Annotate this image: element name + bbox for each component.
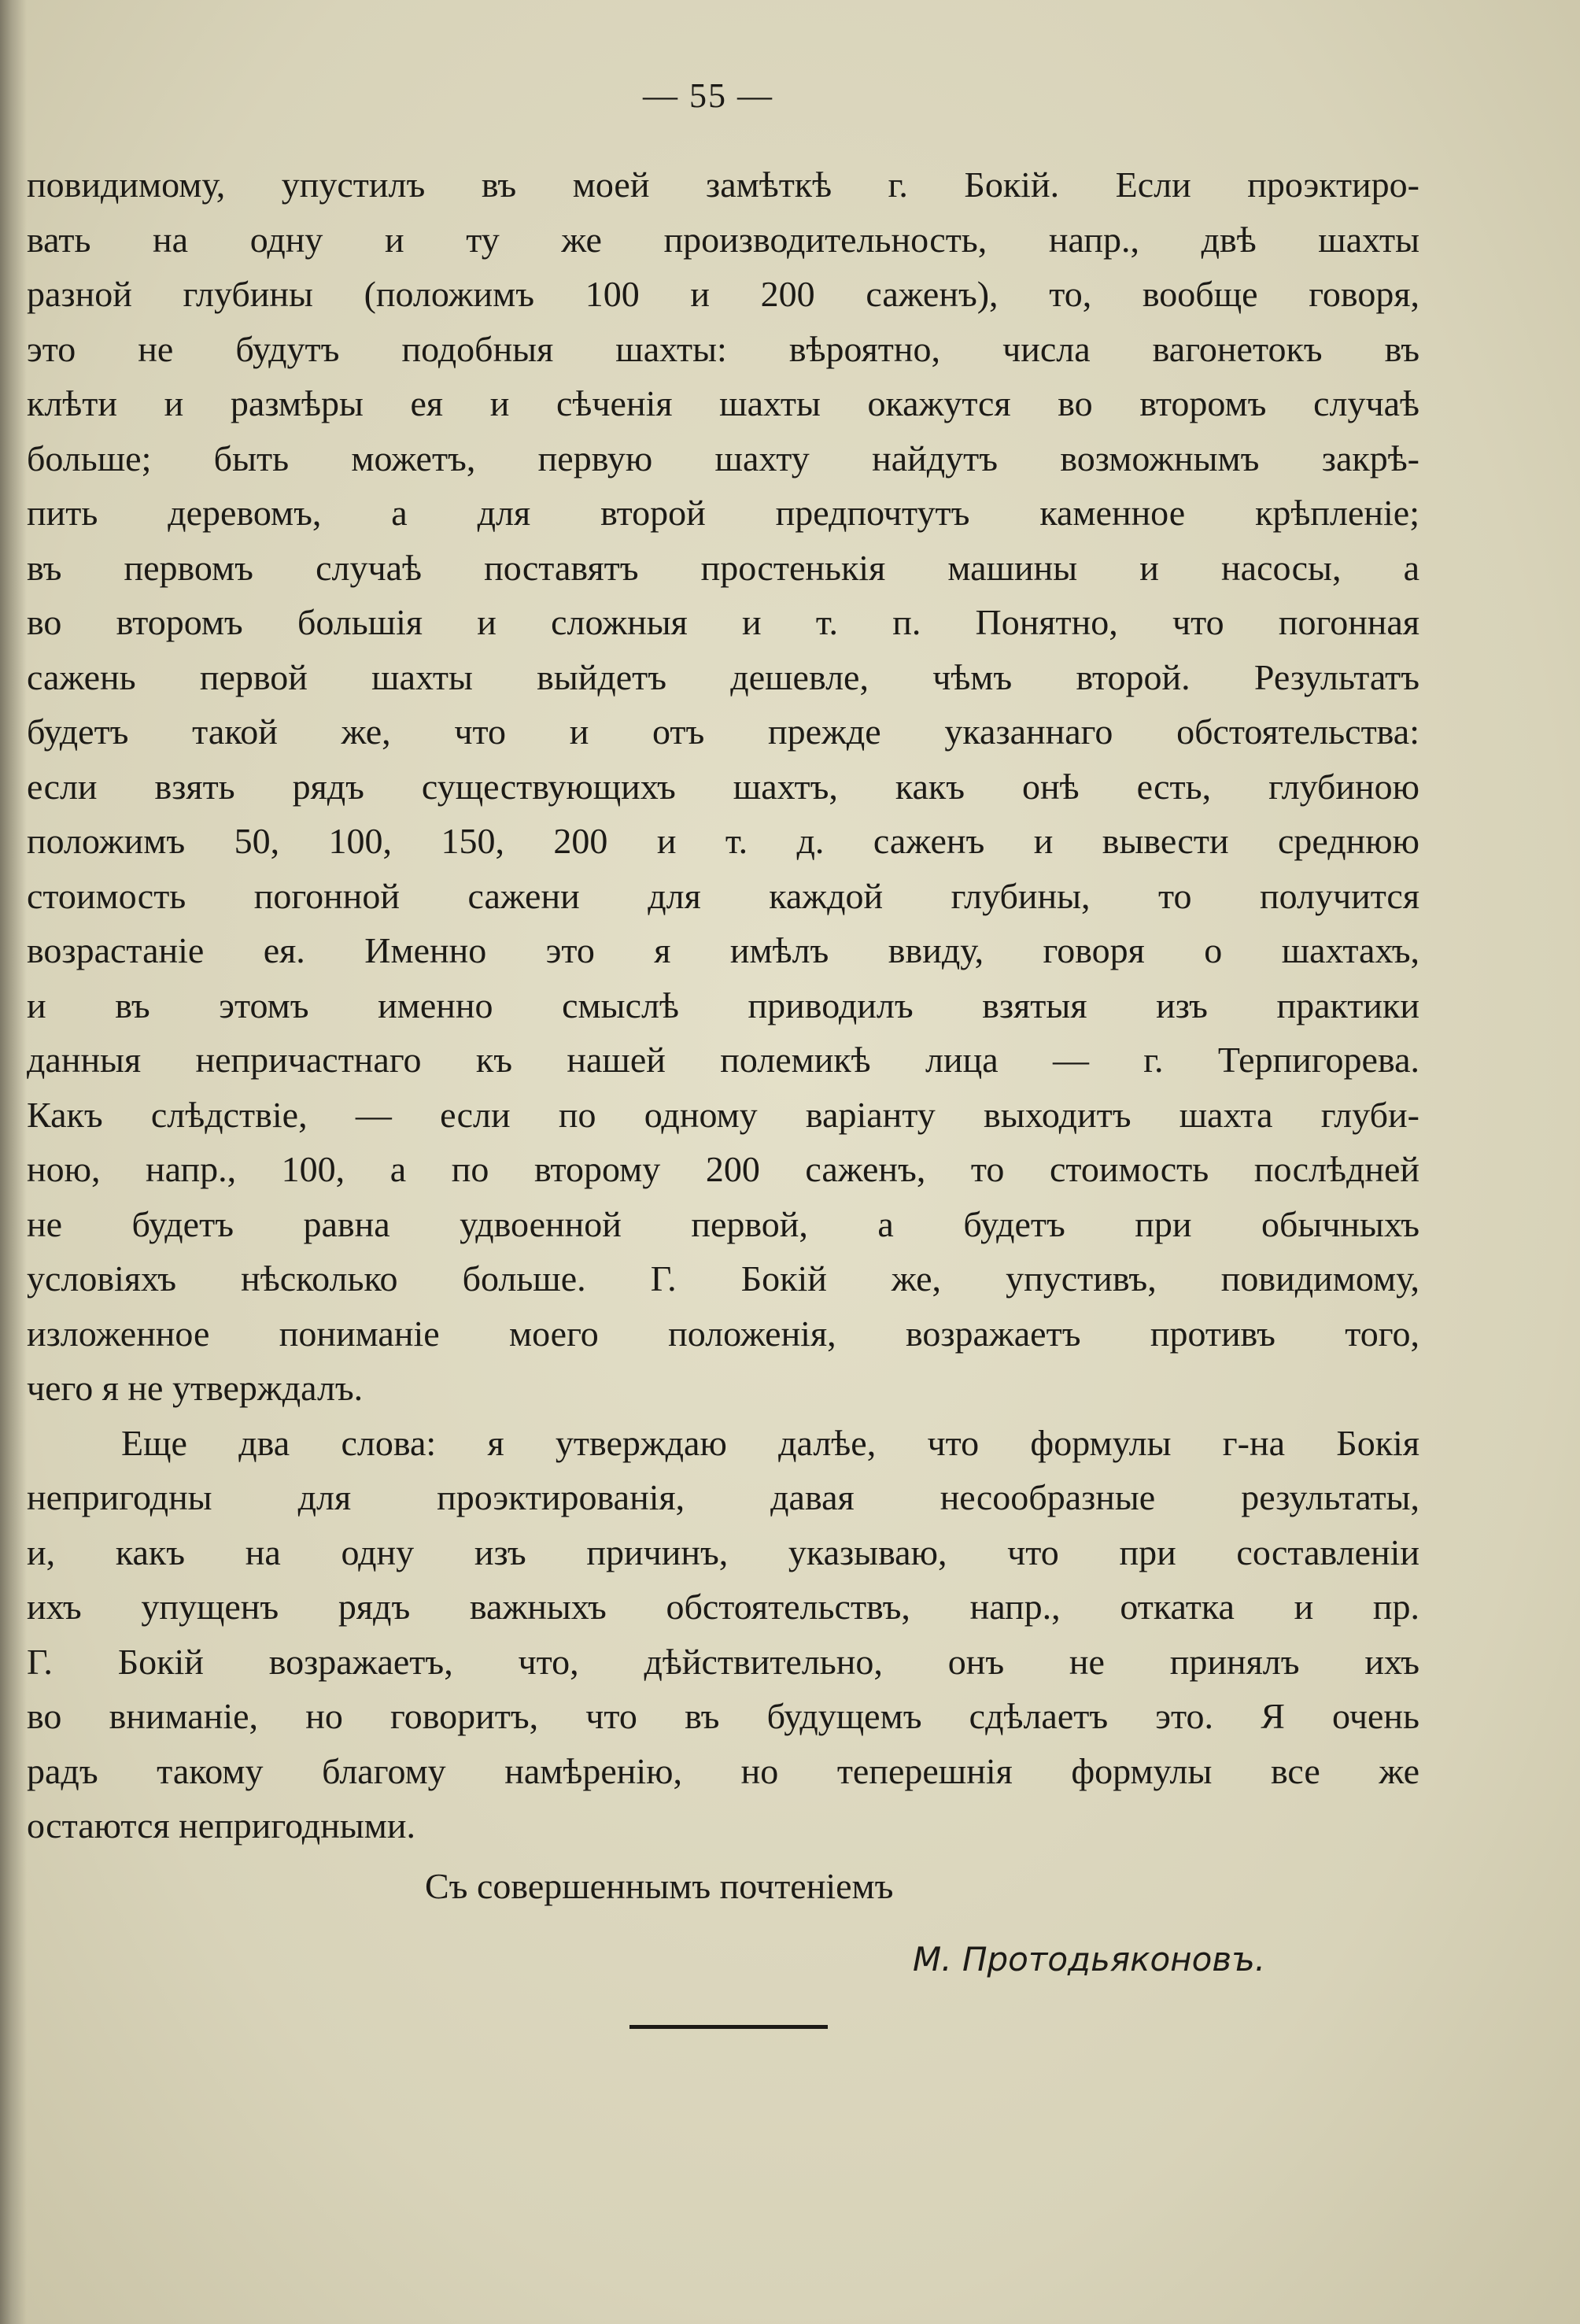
text-line: больше; быть можетъ, первую шахту найдутъ возможнымъ закрѣ-: [27, 438, 1419, 478]
text-line: радъ такому благому намѣренію, но теперешнія формулы все же: [27, 1750, 1419, 1791]
text-line: это не будутъ подобныя шахты: вѣроятно, числа вагонетокъ въ: [27, 328, 1419, 369]
text-line: и въ этомъ именно смыслѣ приводилъ взятыя изъ практики: [27, 985, 1419, 1025]
text-line: ною, напр., 100, а по второму 200 саженъ, то стоимость послѣдней: [27, 1149, 1419, 1189]
text-line: данныя непричастнаго къ нашей полемикѣ лица — г. Терпигорева.: [27, 1040, 1419, 1080]
end-rule-divider: [629, 2025, 828, 2029]
text-line: разной глубины (положимъ 100 и 200 саженъ), то, вообще говоря,: [27, 274, 1419, 314]
text-line: повидимому, упустилъ въ моей замѣткѣ г. Бокій. Если проэктиро-: [27, 164, 1419, 205]
text-line: ихъ упущенъ рядъ важныхъ обстоятельствъ, напр., откатка и пр.: [27, 1587, 1419, 1627]
text-line: изложенное пониманіе моего положенія, возражаетъ противъ того,: [27, 1313, 1419, 1354]
text-line: стоимость погонной сажени для каждой глубины, то получится: [27, 875, 1419, 916]
text-line: сажень первой шахты выйдетъ дешевле, чѣмъ второй. Результатъ: [27, 656, 1419, 697]
text-line: будетъ такой же, что и отъ прежде указаннаго обстоятельства:: [27, 711, 1419, 752]
text-line: Какъ слѣдствіе, — если по одному варіанту выходитъ шахта глуби-: [27, 1094, 1419, 1135]
text-line: и, какъ на одну изъ причинъ, указываю, что при составленіи: [27, 1531, 1419, 1572]
text-line: во второмъ большія и сложныя и т. п. Понятно, что погонная: [27, 602, 1419, 642]
paragraph-1: [27, 157, 1419, 1416]
text-line: условіяхъ нѣсколько больше. Г. Бокій же, упустивъ, повидимому,: [27, 1258, 1419, 1299]
text-line: если взять рядъ существующихъ шахтъ, какъ онѣ есть, глубиною: [27, 766, 1419, 807]
binding-shadow: [0, 0, 27, 2324]
text-line: непригодны для проэктированія, давая несообразные результаты,: [27, 1477, 1419, 1517]
text-line: въ первомъ случаѣ поставятъ простенькія машины и насосы, а: [27, 547, 1419, 588]
text-line: Г. Бокій возражаетъ, что, дѣйствительно, онъ не принялъ ихъ: [27, 1641, 1419, 1682]
body-text: [27, 157, 1419, 1853]
text-line: во вниманіе, но говоритъ, что въ будущемъ сдѣлаетъ это. Я очень: [27, 1696, 1419, 1736]
paragraph-2: [27, 1416, 1419, 1853]
text-line: пить деревомъ, а для второй предпочтутъ каменное крѣпленіе;: [27, 493, 1419, 533]
text-line: положимъ 50, 100, 150, 200 и т. д. саженъ и вывести среднюю: [27, 821, 1419, 861]
text-line: вать на одну и ту же производительность, напр., двѣ шахты: [27, 219, 1419, 260]
text-line: не будетъ равна удвоенной первой, а будетъ при обычныхъ: [27, 1203, 1419, 1244]
closing-salutation: Съ совершеннымъ почтеніемъ: [425, 1866, 894, 1906]
text-line: Еще два слова: я утверждаю далѣе, что формулы г-на Бокія: [121, 1422, 1419, 1463]
text-line: клѣти и размѣры ея и сѣченія шахты окажутся во второмъ случаѣ: [27, 383, 1419, 423]
page-number: — 55 —: [643, 76, 773, 115]
text-line: чего я не утверждалъ.: [27, 1368, 364, 1408]
text-line: возрастаніе ея. Именно это я имѣлъ ввиду, говоря о шахтахъ,: [27, 930, 1419, 970]
signature: М. Протодьяконовъ.: [913, 1940, 1266, 1979]
text-line: остаются непригодными.: [27, 1805, 415, 1846]
